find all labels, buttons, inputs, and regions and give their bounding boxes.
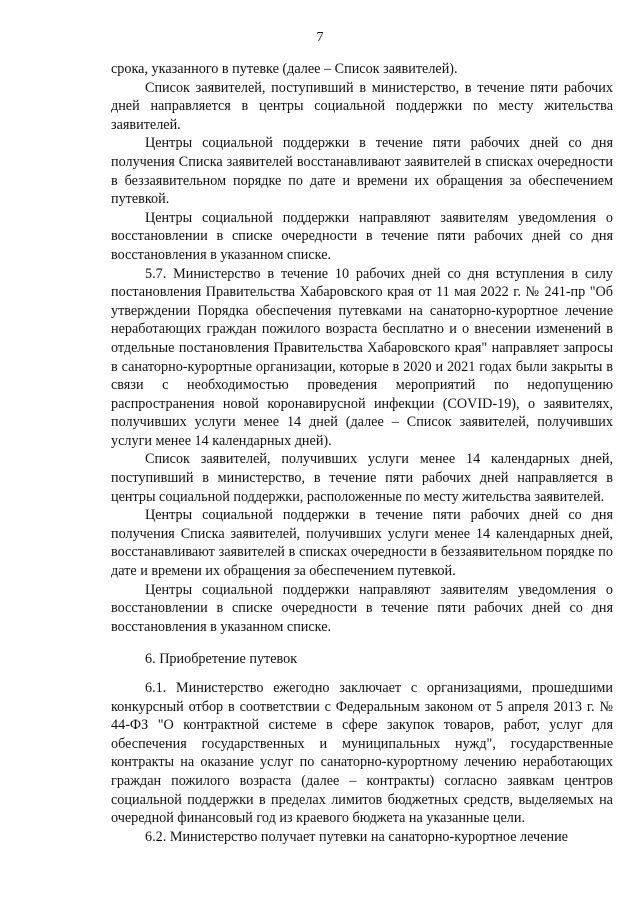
paragraph-5-7: 5.7. Министерство в течение 10 рабочих дней со дня вступления в силу постановления Правительства Хабаровского края от 11 мая 2022 г. № 241-пр "Об утверждении Порядка обеспечения путевками на санаторно-курортное лечение неработающих граждан пожилого возраста бесплатно и о внесении изменений в отдельные постановления Правительства Хабаровского края" направляет запросы в санаторно-курортные организации, которые в 2020 и 2021 годах были закрыты в связи с необходимостью проведения мероприятий по недопущению распространения новой коронавирусной инфекции (COVID-19), о заявителях, получивших услуги менее 14 дней (далее – Список заявителей, получивших услуги менее 14 календарных дней). [111,265,613,449]
paragraph-6-2: 6.2. Министерство получает путевки на санаторно-курортное лечение [145,828,568,845]
paragraph: Центры социальной поддержки направляют заявителям уведомления о восстановлении в списке очередности в течение пяти рабочих дней со дня восстановления в указанном списке. [111,209,613,263]
paragraph: Список заявителей, получивших услуги менее 14 календарных дней, поступивший в министерство, в течение пяти рабочих дней направляется в центры социальной поддержки, расположенные по месту жительства заявителей. [111,451,613,505]
document-body [111,60,613,846]
paragraph: Центры социальной поддержки в течение пяти рабочих дней со дня получения Списка заявителей восстанавливают заявителей в списках очередности в беззаявительном порядке по дате и времени их обращения за обеспечением путевкой. [111,135,613,208]
paragraph: Список заявителей, поступивший в министерство, в течение пяти рабочих дней направляется в центры социальной поддержки по месту жительства заявителей. [111,79,613,133]
section-heading: 6. Приобретение путевок [145,651,298,668]
paragraph-6-1: 6.1. Министерство ежегодно заключает с организациями, прошедшими конкурсный отбор в соответствии с Федеральным законом от 5 апреля 2013 г. № 44-ФЗ "О контрактной системе в сфере закупок товаров, работ, услуг для обеспечения государственных и муниципальных нужд", государственные контракты на оказание услуг по санаторно-курортному лечению неработающих граждан пожилого возраста (далее – контракты) согласно заявкам центров социальной поддержки в пределах лимитов бюджетных средств, выделяемых на очередной финансовый год из краевого бюджета на указанные цели. [111,680,613,827]
paragraph: Центры социальной поддержки направляют заявителям уведомления о восстановлении в списке очередности в течение пяти рабочих дней со дня восстановления в указанном списке. [111,581,613,635]
paragraph: Центры социальной поддержки в течение пяти рабочих дней со дня получения Списка заявителей, получивших услуги менее 14 календарных дней, восстанавливают заявителей в списках очередности в беззаявительном порядке по дате и времени их обращения за обеспечением путевкой. [111,507,613,580]
paragraph: срока, указанного в путевке (далее – Список заявителей). [111,61,458,77]
page-number: 7 [316,30,324,45]
